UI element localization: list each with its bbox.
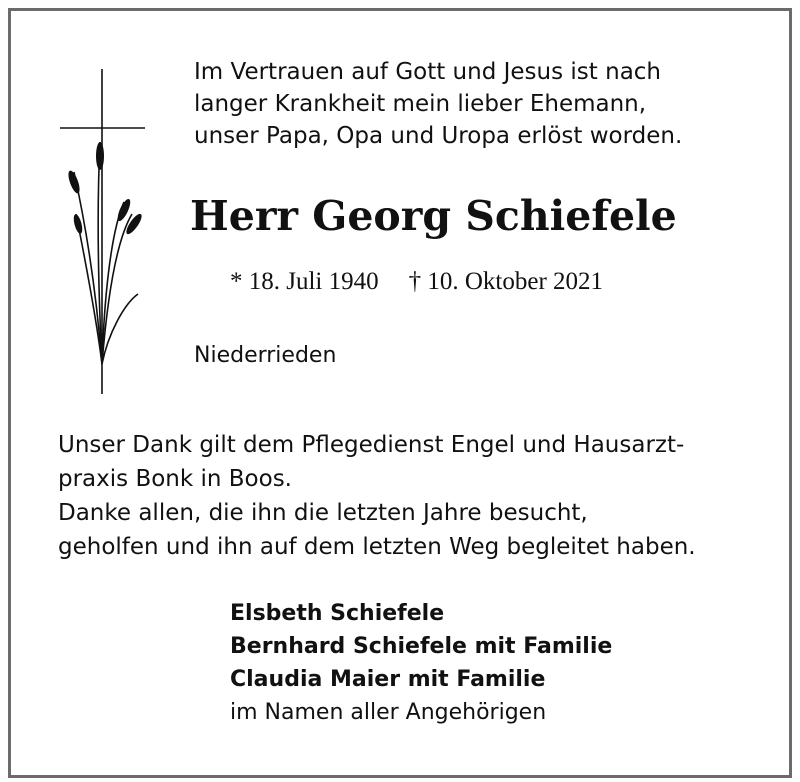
deceased-name: Herr Georg Schiefele: [190, 192, 677, 240]
life-dates: [230, 268, 603, 296]
place-of-residence: Niederrieden: [194, 343, 337, 368]
mourner-name: Claudia Maier mit Familie: [230, 667, 546, 692]
mourner-name: Elsbeth Schiefele: [230, 601, 445, 626]
intro-line: langer Krankheit mein lieber Ehemann,: [194, 91, 647, 117]
birth-date: * 18. Juli 1940: [230, 268, 379, 295]
thanks-line: Danke allen, die ihn die letzten Jahre besucht,: [58, 500, 588, 526]
mourners-signature: [230, 597, 612, 729]
mourner-name: Bernhard Schiefele mit Familie: [230, 634, 613, 659]
thanks-line: Unser Dank gilt dem Pflegedienst Engel und Hausarzt-: [58, 432, 685, 458]
death-date: † 10. Oktober 2021: [408, 268, 604, 295]
intro-line: Im Vertrauen auf Gott und Jesus ist nach: [194, 59, 662, 85]
intro-line: unser Papa, Opa und Uropa erlöst worden.: [194, 123, 683, 149]
thanks-line: praxis Bonk in Boos.: [58, 466, 292, 492]
intro-text: [194, 56, 682, 152]
thanks-line: geholfen und ihn auf dem letzten Weg begleitet haben.: [58, 534, 696, 560]
cross-with-wheat-icon: [52, 64, 152, 404]
thanks-text: [58, 428, 696, 564]
closing-line: im Namen aller Angehörigen: [230, 700, 547, 725]
